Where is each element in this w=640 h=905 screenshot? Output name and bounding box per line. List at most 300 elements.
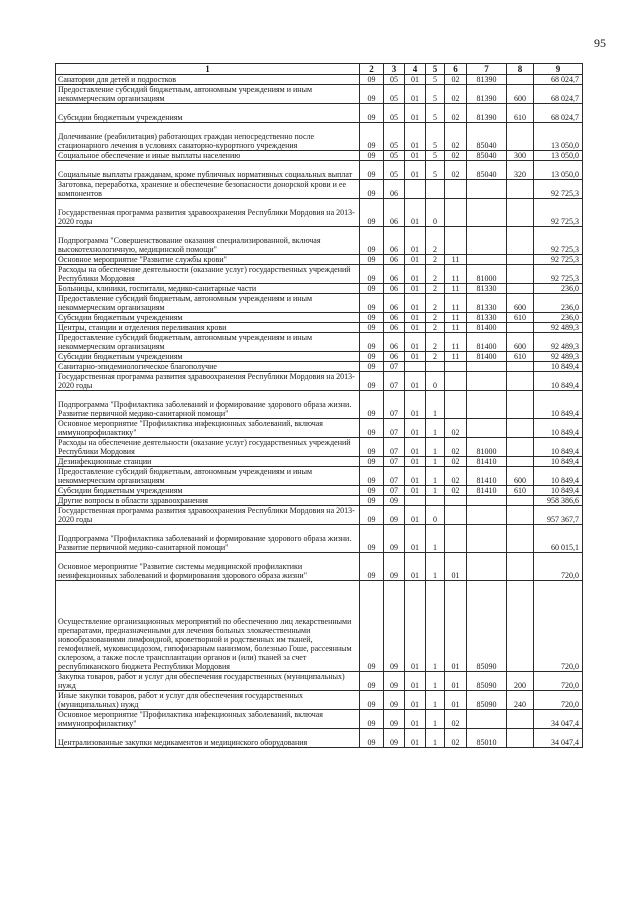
expense-type-code: 200: [507, 672, 534, 691]
subsection-code: 01: [405, 457, 426, 467]
amount: 92 489,3: [534, 352, 583, 362]
chapter-code: 09: [360, 265, 384, 284]
chapter-code: 09: [360, 710, 384, 729]
event-code: [445, 496, 467, 506]
section-code: 06: [384, 352, 405, 362]
table-row: [56, 581, 583, 672]
table-body: [56, 64, 583, 748]
event-code: 11: [445, 265, 467, 284]
table-row: [56, 372, 583, 391]
section-code: 07: [384, 486, 405, 496]
amount: 720,0: [534, 691, 583, 710]
amount: 92 725,3: [534, 199, 583, 227]
expense-type-code: 610: [507, 486, 534, 496]
expense-type-code: [507, 506, 534, 525]
amount: 10 849,4: [534, 419, 583, 438]
chapter-code: 09: [360, 486, 384, 496]
amount: 720,0: [534, 553, 583, 581]
program-code: 2: [426, 313, 445, 323]
section-code: 09: [384, 525, 405, 553]
table-row: [56, 496, 583, 506]
direction-code: [467, 710, 507, 729]
event-code: 02: [445, 486, 467, 496]
chapter-code: 09: [360, 496, 384, 506]
header-col-2: 2: [360, 64, 384, 75]
chapter-code: 09: [360, 284, 384, 294]
section-code: 06: [384, 265, 405, 284]
direction-code: [467, 372, 507, 391]
chapter-code: 09: [360, 467, 384, 486]
amount: 13 050,0: [534, 151, 583, 161]
subsection-code: 01: [405, 85, 426, 104]
table-row: [56, 672, 583, 691]
table-row: [56, 227, 583, 255]
chapter-code: 09: [360, 581, 384, 672]
expense-type-code: 610: [507, 352, 534, 362]
section-code: 05: [384, 104, 405, 123]
direction-code: 85040: [467, 161, 507, 180]
header-col-1: 1: [56, 64, 360, 75]
chapter-code: 09: [360, 372, 384, 391]
program-code: 2: [426, 352, 445, 362]
subsection-code: 01: [405, 672, 426, 691]
subsection-code: 01: [405, 333, 426, 352]
expense-type-code: [507, 284, 534, 294]
chapter-code: 09: [360, 85, 384, 104]
expense-type-code: [507, 457, 534, 467]
amount: 92 725,3: [534, 180, 583, 199]
section-code: 09: [384, 553, 405, 581]
header-col-8: 8: [507, 64, 534, 75]
program-code: 5: [426, 151, 445, 161]
chapter-code: 09: [360, 151, 384, 161]
expense-type-code: [507, 438, 534, 457]
amount: 92 725,3: [534, 265, 583, 284]
program-code: 1: [426, 419, 445, 438]
direction-code: 81400: [467, 333, 507, 352]
item-name: Предоставление субсидий бюджетным, автономным учреждениям и иным некоммерческим организациям: [56, 333, 360, 352]
program-code: [426, 362, 445, 372]
item-name: Субсидии бюджетным учреждениям: [56, 313, 360, 323]
expense-type-code: [507, 553, 534, 581]
item-name: Предоставление субсидий бюджетным, автономным учреждениям и иным некоммерческим организациям: [56, 467, 360, 486]
item-name: Государственная программа развития здравоохранения Республики Мордовия на 2013-2020 годы: [56, 199, 360, 227]
amount: 720,0: [534, 672, 583, 691]
chapter-code: 09: [360, 161, 384, 180]
direction-code: 81330: [467, 284, 507, 294]
section-code: 05: [384, 123, 405, 151]
event-code: 01: [445, 672, 467, 691]
expense-type-code: [507, 123, 534, 151]
program-code: 2: [426, 255, 445, 265]
expense-type-code: [507, 496, 534, 506]
program-code: 1: [426, 553, 445, 581]
program-code: 0: [426, 506, 445, 525]
amount: 236,0: [534, 294, 583, 313]
program-code: 2: [426, 333, 445, 352]
item-name: Дезинфекционные станции: [56, 457, 360, 467]
subsection-code: 01: [405, 313, 426, 323]
amount: 236,0: [534, 313, 583, 323]
event-code: [445, 525, 467, 553]
section-code: 09: [384, 691, 405, 710]
chapter-code: 09: [360, 672, 384, 691]
event-code: [445, 391, 467, 419]
subsection-code: [405, 180, 426, 199]
direction-code: [467, 419, 507, 438]
table-row: [56, 255, 583, 265]
event-code: 02: [445, 457, 467, 467]
table-row: [56, 352, 583, 362]
chapter-code: 09: [360, 199, 384, 227]
program-code: 2: [426, 284, 445, 294]
table-row: [56, 265, 583, 284]
event-code: 11: [445, 255, 467, 265]
event-code: 11: [445, 313, 467, 323]
event-code: 02: [445, 729, 467, 748]
table-row: [56, 419, 583, 438]
subsection-code: 01: [405, 729, 426, 748]
subsection-code: 01: [405, 294, 426, 313]
chapter-code: 09: [360, 352, 384, 362]
section-code: 05: [384, 151, 405, 161]
subsection-code: 01: [405, 372, 426, 391]
table-row: [56, 75, 583, 85]
item-name: Центры, станции и отделения переливания крови: [56, 323, 360, 333]
direction-code: 85010: [467, 729, 507, 748]
program-code: 2: [426, 265, 445, 284]
section-code: 09: [384, 672, 405, 691]
direction-code: [467, 525, 507, 553]
amount: 236,0: [534, 284, 583, 294]
event-code: 11: [445, 333, 467, 352]
program-code: 2: [426, 294, 445, 313]
chapter-code: 09: [360, 294, 384, 313]
item-name: Заготовка, переработка, хранение и обеспечение безопасности донорской крови и ее компонентов: [56, 180, 360, 199]
subsection-code: 01: [405, 75, 426, 85]
expense-type-code: 600: [507, 467, 534, 486]
table-row: [56, 85, 583, 104]
direction-code: 81390: [467, 85, 507, 104]
event-code: 01: [445, 581, 467, 672]
program-code: 5: [426, 85, 445, 104]
item-name: Закупка товаров, работ и услуг для обеспечения государственных (муниципальных) нужд: [56, 672, 360, 691]
amount: 68 024,7: [534, 75, 583, 85]
direction-code: 81000: [467, 265, 507, 284]
expense-type-code: 610: [507, 313, 534, 323]
subsection-code: 01: [405, 553, 426, 581]
program-code: 5: [426, 123, 445, 151]
amount: 13 050,0: [534, 161, 583, 180]
event-code: 01: [445, 691, 467, 710]
expense-type-code: [507, 525, 534, 553]
direction-code: 81410: [467, 486, 507, 496]
program-code: 1: [426, 581, 445, 672]
direction-code: 81330: [467, 294, 507, 313]
expense-type-code: 600: [507, 333, 534, 352]
amount: 10 849,4: [534, 486, 583, 496]
chapter-code: 09: [360, 104, 384, 123]
event-code: 11: [445, 323, 467, 333]
event-code: [445, 362, 467, 372]
item-name: Государственная программа развития здравоохранения Республики Мордовия на 2013-2020 годы: [56, 506, 360, 525]
event-code: 02: [445, 104, 467, 123]
program-code: 0: [426, 372, 445, 391]
direction-code: 85090: [467, 691, 507, 710]
item-name: Осуществление организационных мероприятий по обеспечению лиц лекарственными препаратами, предназначенными для лечения больных злокачественными новообразованиями лимфоидной, кроветворной и родственных им тканей, гемофилией, муковисцидозом, гипофизарным нанизмом, болезнью Гоше, рассеянным склерозом, а также после трансплантации органов и (или) тканей за счет республиканского бюджета Республики Мордовия: [56, 581, 360, 672]
section-code: 06: [384, 199, 405, 227]
section-code: 07: [384, 438, 405, 457]
expense-type-code: 600: [507, 85, 534, 104]
subsection-code: 01: [405, 506, 426, 525]
amount: 957 367,7: [534, 506, 583, 525]
item-name: Основное мероприятие "Профилактика инфекционных заболеваний, включая иммунопрофилактику": [56, 419, 360, 438]
item-name: Субсидии бюджетным учреждениям: [56, 486, 360, 496]
amount: 10 849,4: [534, 372, 583, 391]
amount: 34 047,4: [534, 710, 583, 729]
direction-code: [467, 391, 507, 419]
amount: 10 849,4: [534, 467, 583, 486]
event-code: 02: [445, 75, 467, 85]
item-name: Другие вопросы в области здравоохранения: [56, 496, 360, 506]
chapter-code: 09: [360, 457, 384, 467]
section-code: 09: [384, 729, 405, 748]
direction-code: 81390: [467, 104, 507, 123]
direction-code: 81000: [467, 438, 507, 457]
program-code: 1: [426, 691, 445, 710]
section-code: 06: [384, 313, 405, 323]
program-code: 5: [426, 161, 445, 180]
event-code: [445, 227, 467, 255]
item-name: Долечивание (реабилитация) работающих граждан непосредственно после стационарного лечения в условиях санаторно-курортного учреждения: [56, 123, 360, 151]
table-row: [56, 438, 583, 457]
expense-type-code: [507, 227, 534, 255]
subsection-code: [405, 362, 426, 372]
direction-code: [467, 180, 507, 199]
expense-type-code: [507, 372, 534, 391]
chapter-code: 09: [360, 362, 384, 372]
table-row: [56, 123, 583, 151]
section-code: 06: [384, 284, 405, 294]
direction-code: 85090: [467, 581, 507, 672]
direction-code: 81400: [467, 352, 507, 362]
table-row: [56, 180, 583, 199]
chapter-code: 09: [360, 438, 384, 457]
item-name: Иные закупки товаров, работ и услуг для обеспечения государственных (муниципальных) нужд: [56, 691, 360, 710]
direction-code: 81390: [467, 75, 507, 85]
section-code: 07: [384, 391, 405, 419]
program-code: 5: [426, 104, 445, 123]
section-code: 07: [384, 362, 405, 372]
event-code: 11: [445, 294, 467, 313]
subsection-code: 01: [405, 161, 426, 180]
direction-code: [467, 227, 507, 255]
event-code: [445, 372, 467, 391]
section-code: 05: [384, 161, 405, 180]
direction-code: [467, 506, 507, 525]
expense-type-code: [507, 75, 534, 85]
section-code: 07: [384, 457, 405, 467]
table-row: [56, 294, 583, 313]
item-name: Санитарно-эпидемиологическое благополучие: [56, 362, 360, 372]
event-code: 11: [445, 352, 467, 362]
item-name: Централизованные закупки медикаментов и медицинского оборудования: [56, 729, 360, 748]
amount: 60 015,1: [534, 525, 583, 553]
table-row: [56, 486, 583, 496]
table-row: [56, 691, 583, 710]
program-code: 1: [426, 672, 445, 691]
program-code: 1: [426, 438, 445, 457]
subsection-code: 01: [405, 438, 426, 457]
subsection-code: 01: [405, 467, 426, 486]
header-col-9: 9: [534, 64, 583, 75]
event-code: 02: [445, 161, 467, 180]
event-code: 02: [445, 710, 467, 729]
subsection-code: [405, 496, 426, 506]
header-row: [56, 64, 583, 75]
section-code: 06: [384, 255, 405, 265]
amount: 92 725,3: [534, 255, 583, 265]
amount: 92 725,3: [534, 227, 583, 255]
amount: 10 849,4: [534, 457, 583, 467]
header-col-3: 3: [384, 64, 405, 75]
subsection-code: 01: [405, 581, 426, 672]
section-code: 09: [384, 506, 405, 525]
expense-type-code: 240: [507, 691, 534, 710]
event-code: 02: [445, 419, 467, 438]
section-code: 09: [384, 710, 405, 729]
chapter-code: 09: [360, 180, 384, 199]
subsection-code: 01: [405, 691, 426, 710]
expense-type-code: [507, 391, 534, 419]
amount: 10 849,4: [534, 438, 583, 457]
table-row: [56, 729, 583, 748]
direction-code: 85040: [467, 123, 507, 151]
expense-type-code: [507, 362, 534, 372]
program-code: 1: [426, 467, 445, 486]
table-row: [56, 391, 583, 419]
table-row: [56, 362, 583, 372]
item-name: Расходы на обеспечение деятельности (оказание услуг) государственных учреждений Республики Мордовия: [56, 438, 360, 457]
expense-type-code: [507, 255, 534, 265]
expense-type-code: [507, 323, 534, 333]
item-name: Подпрограмма "Совершенствование оказания специализированной, включая высокотехнологичную, медицинской помощи": [56, 227, 360, 255]
expense-type-code: 320: [507, 161, 534, 180]
subsection-code: 01: [405, 710, 426, 729]
amount: 92 489,3: [534, 333, 583, 352]
program-code: 1: [426, 486, 445, 496]
item-name: Предоставление субсидий бюджетным, автономным учреждениям и иным некоммерческим организациям: [56, 294, 360, 313]
expense-type-code: 300: [507, 151, 534, 161]
expense-type-code: [507, 419, 534, 438]
chapter-code: 09: [360, 227, 384, 255]
subsection-code: 01: [405, 104, 426, 123]
program-code: 2: [426, 323, 445, 333]
direction-code: 81330: [467, 313, 507, 323]
item-name: Расходы на обеспечение деятельности (оказание услуг) государственных учреждений Республики Мордовия: [56, 265, 360, 284]
item-name: Основное мероприятие "Развитие системы медицинской профилактики неинфекционных заболеваний и формирования здорового образа жизни": [56, 553, 360, 581]
subsection-code: 01: [405, 284, 426, 294]
table-row: [56, 161, 583, 180]
chapter-code: 09: [360, 391, 384, 419]
table-row: [56, 323, 583, 333]
expense-type-code: [507, 180, 534, 199]
event-code: 02: [445, 123, 467, 151]
expense-type-code: [507, 265, 534, 284]
table-row: [56, 199, 583, 227]
amount: 68 024,7: [534, 85, 583, 104]
item-name: Социальное обеспечение и иные выплаты населению: [56, 151, 360, 161]
table-row: [56, 710, 583, 729]
event-code: 02: [445, 85, 467, 104]
amount: 34 047,4: [534, 729, 583, 748]
direction-code: 81410: [467, 457, 507, 467]
program-code: 1: [426, 457, 445, 467]
event-code: 02: [445, 438, 467, 457]
program-code: 1: [426, 391, 445, 419]
item-name: Субсидии бюджетным учреждениям: [56, 104, 360, 123]
subsection-code: 01: [405, 199, 426, 227]
chapter-code: 09: [360, 333, 384, 352]
event-code: [445, 199, 467, 227]
header-col-4: 4: [405, 64, 426, 75]
chapter-code: 09: [360, 419, 384, 438]
table-row: [56, 506, 583, 525]
table-row: [56, 553, 583, 581]
table-row: [56, 333, 583, 352]
section-code: 06: [384, 323, 405, 333]
expense-type-code: [507, 729, 534, 748]
header-col-6: 6: [445, 64, 467, 75]
budget-table: [55, 63, 583, 748]
event-code: [445, 180, 467, 199]
chapter-code: 09: [360, 313, 384, 323]
direction-code: 85090: [467, 672, 507, 691]
section-code: 06: [384, 227, 405, 255]
chapter-code: 09: [360, 525, 384, 553]
item-name: Социальные выплаты гражданам, кроме публичных нормативных социальных выплат: [56, 161, 360, 180]
table-row: [56, 467, 583, 486]
direction-code: 81400: [467, 323, 507, 333]
chapter-code: 09: [360, 123, 384, 151]
chapter-code: 09: [360, 729, 384, 748]
subsection-code: 01: [405, 151, 426, 161]
event-code: 11: [445, 284, 467, 294]
subsection-code: 01: [405, 227, 426, 255]
direction-code: [467, 199, 507, 227]
section-code: 06: [384, 333, 405, 352]
header-col-7: 7: [467, 64, 507, 75]
amount: 10 849,4: [534, 362, 583, 372]
section-code: 09: [384, 496, 405, 506]
section-code: 05: [384, 75, 405, 85]
direction-code: [467, 255, 507, 265]
amount: 13 050,0: [534, 123, 583, 151]
program-code: 1: [426, 525, 445, 553]
program-code: 0: [426, 199, 445, 227]
subsection-code: 01: [405, 419, 426, 438]
program-code: 1: [426, 710, 445, 729]
item-name: Субсидии бюджетным учреждениям: [56, 352, 360, 362]
chapter-code: 09: [360, 691, 384, 710]
table-row: [56, 457, 583, 467]
subsection-code: 01: [405, 391, 426, 419]
amount: 92 489,3: [534, 323, 583, 333]
direction-code: 85040: [467, 151, 507, 161]
amount: 68 024,7: [534, 104, 583, 123]
header-col-5: 5: [426, 64, 445, 75]
amount: 10 849,4: [534, 391, 583, 419]
